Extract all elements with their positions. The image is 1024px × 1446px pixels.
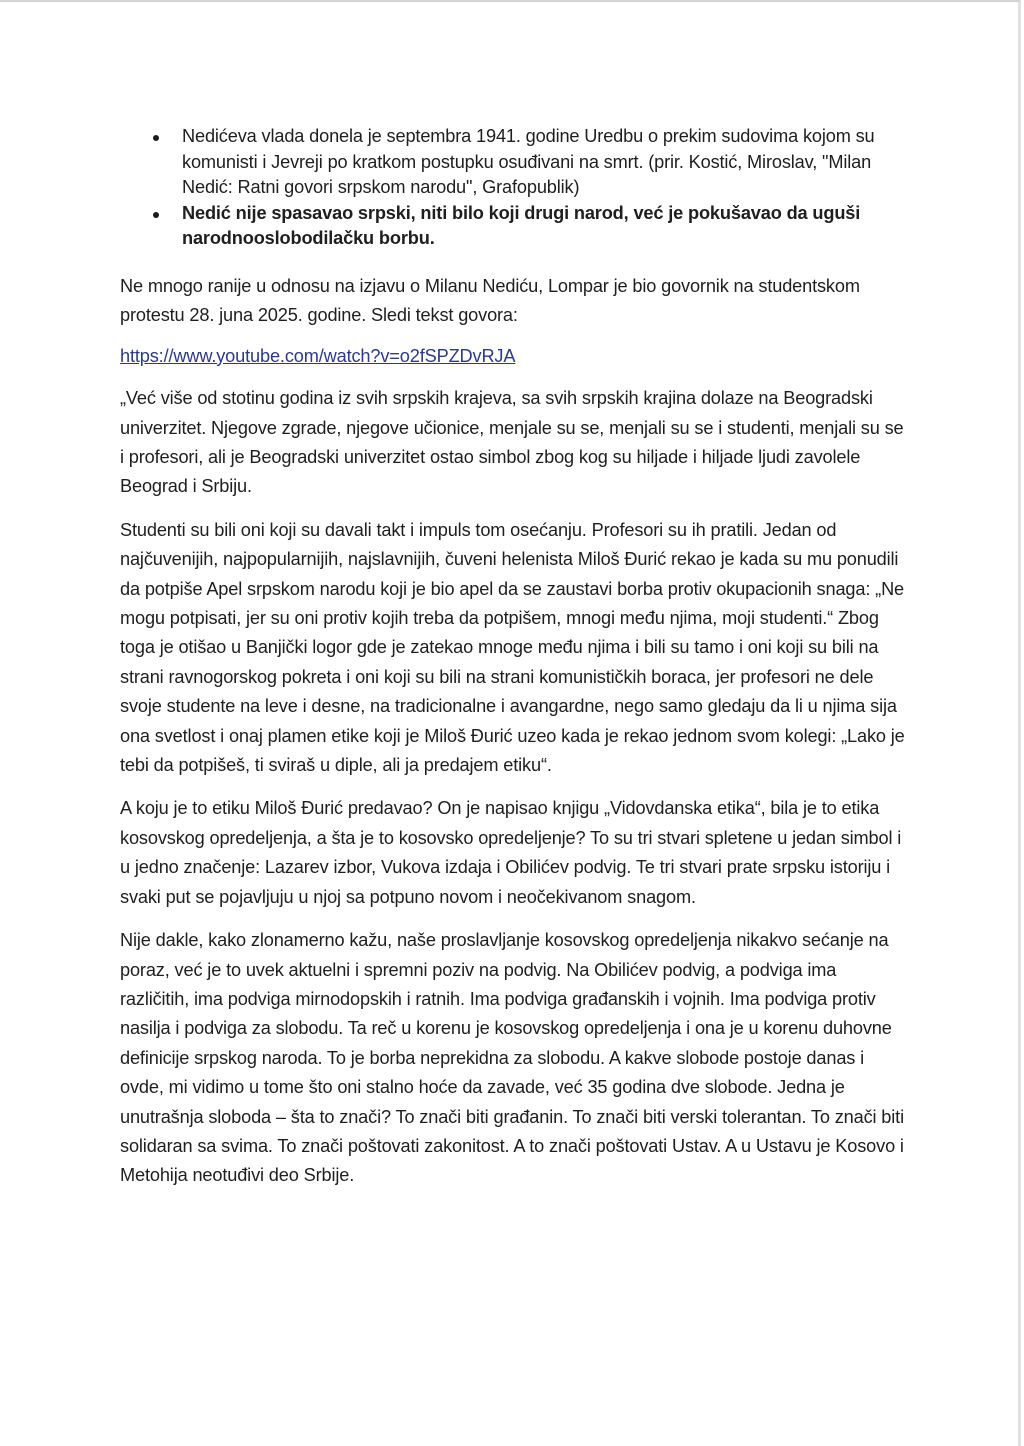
bullet-text: Nedićeva vlada donela je septembra 1941. godine Uredbu o prekim sudovima kojom su komunisti i Jevreji po kratkom postupku osuđivani na smrt. (prir. Kostić, Miroslav, "Milan Nedić: Ratni govori srpskom narodu", Grafopublik): [182, 126, 875, 198]
speech-paragraph: Studenti su bili oni koji su davali takt i impuls tom osećanju. Profesori su ih pratili. Jedan od najčuvenijih, najpopularnijih, najslavnijih, čuveni helenista Miloš Đurić rekao je kada su mu ponudili da potpiše Apel srpskom narodu koji je bio apel da se zaustavi borba protiv okupacionih snaga: „Ne mogu potpisati, jer su oni protiv kojih treba da potpišem, mnogi među njima, moji studenti.“ Zbog toga je otišao u Banjički logor gde je zatekao mnoge među njima i bili su tamo i oni koji su bili na strani ravnogorskog pokreta i oni koji su bili na strani komunističkih boraca, jer profesori ne dele svoje studente na leve i desne, na tradicionalne i avangardne, nego samo gledaju da li u njima sija ona svetlost i onaj plamen etike koji je Miloš Đurić uzeo kada je rekao jednom svom kolegi: „Lako je tebi da potpišeš, ti sviraš u diple, ali ja predajem etiku“.: [120, 519, 905, 776]
youtube-link[interactable]: https://www.youtube.com/watch?v=o2fSPZDvRJA: [120, 345, 516, 366]
bullet-list: [120, 124, 910, 252]
speech-paragraph: A koju je to etiku Miloš Đurić predavao? On je napisao knjigu „Vidovdanska etika“, bila je to etika kosovskog opredeljenja, a šta je to kosovsko opredeljenje? To su tri stvari spletene u jedan simbol i u jedno značenje: Lazarev izbor, Vukova izdaja i Obilićev podvig. Te tri stvari prate srpsku istoriju i svaki put se pojavljuju u njoj sa potpuno novom i neočekivanom snagom.: [120, 798, 902, 907]
intro-paragraph: Ne mnogo ranije u odnosu na izjavu o Milanu Nediću, Lompar je bio govornik na studentskom protestu 28. juna 2025. godine. Sledi tekst govora:: [120, 275, 860, 326]
speech-paragraph: „Već više od stotinu godina iz svih srpskih krajeva, sa svih srpskih krajina dolaze na Beogradski univerzitet. Njegove zgrade, njegove učionice, menjale su se, menjali su se i studenti, menjali su se i profesori, ali je Beogradski univerzitet ostao simbol zbog kog su hiljade i hiljade ljudi zavolele Beograd i Srbiju.: [120, 388, 904, 497]
bullet-dot-icon: [153, 135, 159, 141]
document-body: [120, 124, 910, 1191]
bullet-item-bold: [182, 201, 910, 252]
bullet-dot-icon: [153, 212, 159, 218]
bullet-text: Nedić nije spasavao srpski, niti bilo koji drugi narod, već je pokušavao da uguši narodnooslobodilačku borbu.: [182, 202, 861, 249]
speech-paragraph: Nije dakle, kako zlonamerno kažu, naše proslavljanje kosovskog opredeljenja nikakvo sećanje na poraz, već je to uvek aktuelni i spremni poziv na podvig. Na Obilićev podvig, a podviga ima različitih, ima podviga mirnodopskih i ratnih. Ima podviga građanskih i vojnih. Ima podviga protiv nasilja i podviga za slobodu. Ta reč u korenu je kosovskog opredeljenja i ona je u korenu duhovne definicije srpskog naroda. To je borba neprekidna za slobodu. A kakve slobode postoje danas i ovde, mi vidimo u tome što oni stalno hoće da zavade, već 35 godina dve slobode. Jedna je unutrašnja sloboda – šta to znači? To znači biti građanin. To znači biti verski tolerantan. To znači biti solidaran sa svima. To znači poštovati zakonitost. A to znači poštovati Ustav. A u Ustavu je Kosovo i Metohija neotuđivi deo Srbije.: [120, 930, 904, 1186]
bullet-item: [182, 124, 910, 201]
link-paragraph: [120, 342, 910, 371]
